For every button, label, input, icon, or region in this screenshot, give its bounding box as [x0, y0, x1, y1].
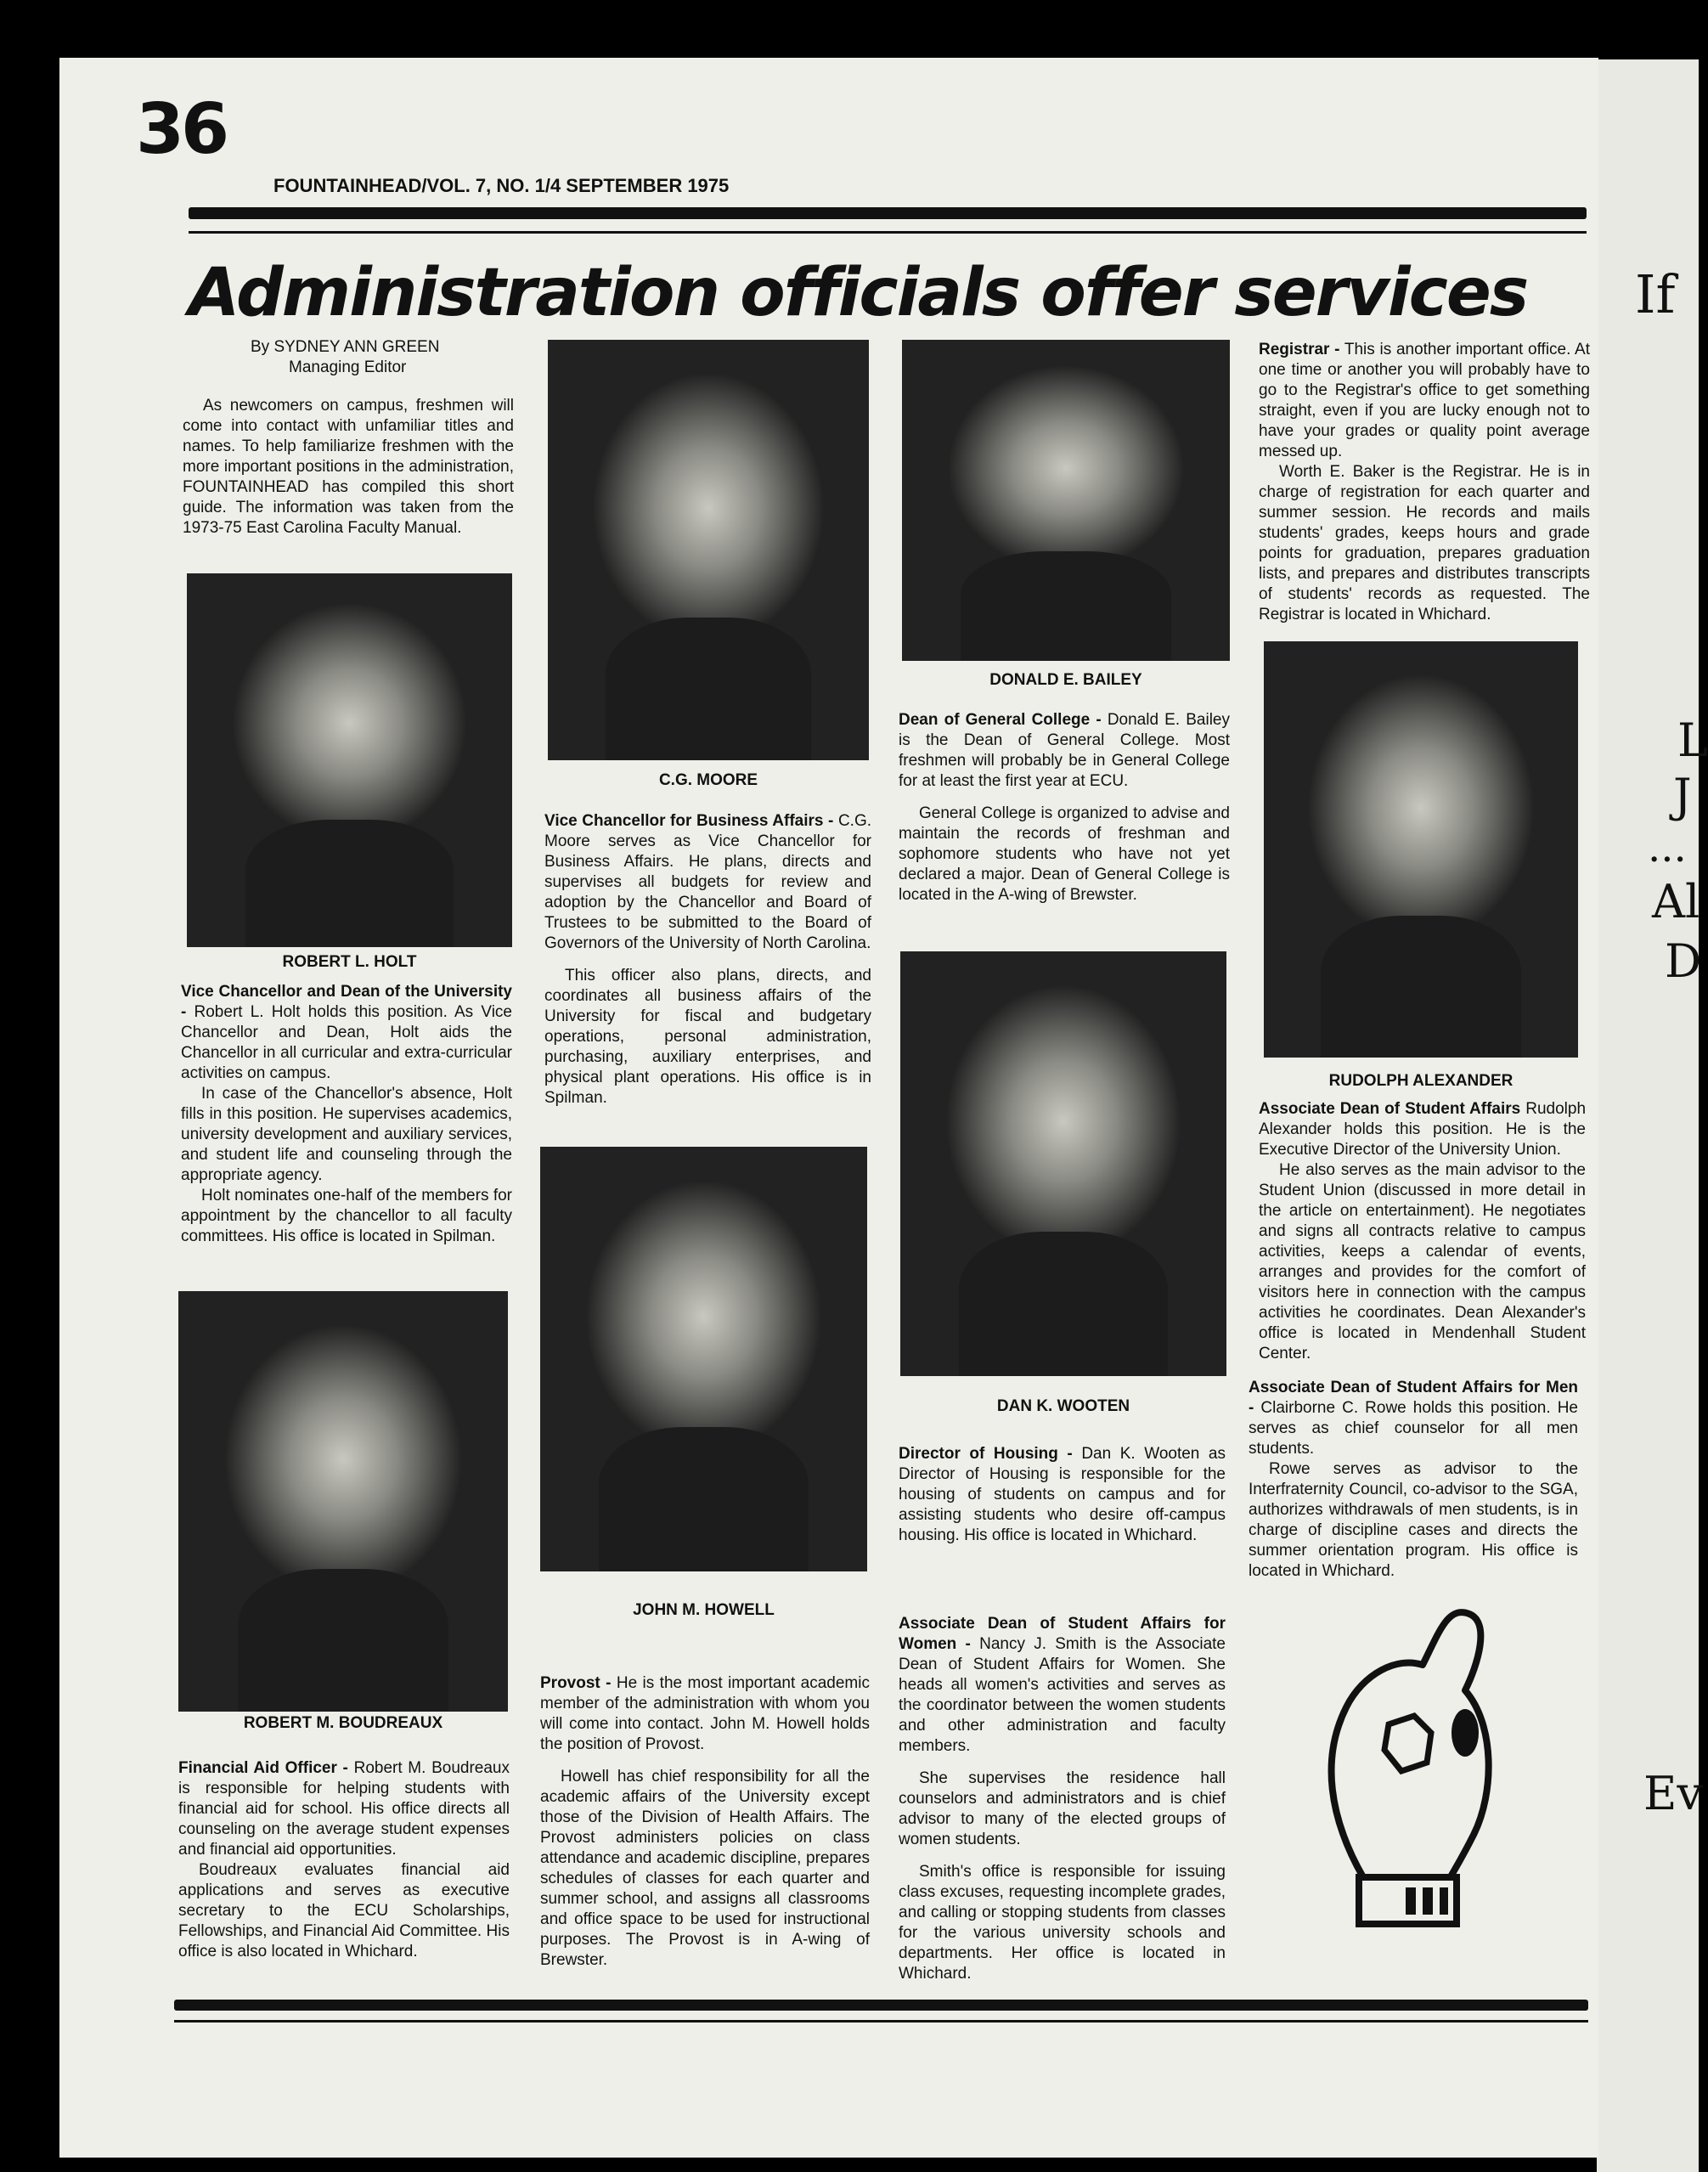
holt-paragraph-1: Robert L. Holt holds this position. As Vice Chancellor and Dean, Holt aids the Chancellor in all curricular and extra-curricular activities on campus.: [181, 1003, 512, 1082]
top-rule: [189, 207, 1587, 219]
photo-john-howell: [540, 1147, 867, 1571]
boudreaux-title: Financial Aid Officer -: [178, 1759, 348, 1777]
intro-text: [183, 396, 514, 539]
bottom-rule: [174, 2000, 1588, 2011]
photo-dan-wooten: [900, 951, 1226, 1376]
margin-scrawl-6: D: [1665, 934, 1702, 988]
bottom-rule-thin: [174, 2020, 1588, 2022]
rowe-paragraph-1: Clairborne C. Rowe holds this position. He serves as chief counselor for all men students.: [1249, 1399, 1578, 1458]
howell-paragraph-2: Howell has chief responsibility for all the academic affairs of the University except those of the Division of Health Affairs. The Provost administers policies on class attendance and academic discipline, prepares schedules of classes for each quarter and summer school, and assigns all classrooms and office space to be used for instructional purposes. The Provost is in A-wing of Brewster.: [540, 1768, 870, 1969]
margin-scrawl-1: If: [1635, 263, 1676, 325]
alexander-paragraph-1: Rudolph Alexander holds this position. He is the Executive Director of the University Union.: [1259, 1100, 1587, 1159]
rowe-text: [1249, 1378, 1578, 1582]
wooten-paragraph-1: Dan K. Wooten as Director of Housing is responsible for the housing of students on campus and for assisting students who desire off-campus housing. His office is located in Whichard.: [899, 1445, 1226, 1544]
moore-paragraph-2: This officer also plans, directs, and coordinates all business affairs of the University for fiscal and budgetary operations, personal administration, purchasing, auxiliary enterprises, and physical plant operations. His office is in Spilman.: [544, 967, 871, 1107]
holt-paragraph-3: Holt nominates one-half of the members for appointment by the chancellor to all faculty committees. His office is located in Spilman.: [181, 1187, 512, 1245]
byline: By SYDNEY ANN GREEN: [251, 338, 440, 356]
margin-scrawl-4: ...: [1648, 824, 1687, 872]
howell-paragraph-1: He is the most important academic member of the administration with whom you will come into contact. John M. Howell holds the position of Provost.: [540, 1674, 870, 1753]
registrar-text: [1259, 340, 1590, 625]
photo-donald-bailey: [902, 340, 1230, 661]
wooten-title: Director of Housing -: [899, 1445, 1073, 1463]
photo-robert-boudreaux: [178, 1291, 508, 1712]
top-rule-thin: [189, 231, 1587, 234]
alexander-text: [1259, 1099, 1586, 1364]
caption-moore: C.G. MOORE: [658, 771, 758, 789]
rowe-paragraph-2: Rowe serves as advisor to the Interfraternity Council, co-advisor to the SGA, authorizes withdrawals of men students, is in charge of discipline cases and directs the summer orientation program. His office is located in Whichard.: [1249, 1460, 1578, 1580]
holt-paragraph-2: In case of the Chancellor's absence, Holt fills in this position. He supervises academics, university development and auxiliary services, and student life and counseling through the appropriate agency.: [181, 1085, 512, 1184]
registrar-paragraph-2: Worth E. Baker is the Registrar. He is in charge of registration for each quarter and summer session. He records and mails students' grades, keeps hours and grade points for graduation, prepares graduation lists, and prepares and distributes transcripts of students' records as requested. The Registrar is located in Whichard.: [1259, 463, 1590, 623]
byline-title: Managing Editor: [289, 358, 407, 376]
headline: Administration officials offer services: [189, 255, 1528, 331]
moore-title: Vice Chancellor for Business Affairs -: [544, 812, 834, 830]
caption-howell: JOHN M. HOWELL: [633, 1601, 775, 1619]
intro-paragraph: As newcomers on campus, freshmen will come into contact with unfamiliar titles and names. To help familiarize freshmen with the more important positions in the administration, FOUNTAINHEAD has compiled this short guide. The information was taken from the 1973-75 East Carolina Faculty Manual.: [183, 397, 514, 537]
bailey-text: [899, 710, 1230, 905]
margin-scrawl-2: L: [1677, 714, 1708, 767]
boudreaux-text: [178, 1758, 510, 1962]
margin-scrawl-3: J: [1673, 769, 1692, 822]
caption-boudreaux: ROBERT M. BOUDREAUX: [243, 1714, 443, 1732]
ok-hand-illustration: [1312, 1597, 1508, 1937]
photo-robert-holt: [187, 573, 512, 947]
adjacent-page: [1597, 59, 1702, 2172]
rowe-title: Associate Dean of Student Affairs for Men -: [1249, 1379, 1578, 1417]
holt-text: [181, 982, 512, 1247]
smith-paragraph-3: Smith's office is responsible for issuing class excuses, requesting incomplete grades, and calling or stopping students from classes for the various university schools and departments. Her office is located in Whichard.: [899, 1863, 1226, 1983]
smith-paragraph-1: Nancy J. Smith is the Associate Dean of Student Affairs for Women. She heads all women's activities and serves as the coordinator between the women students and other administration and faculty members.: [899, 1635, 1226, 1755]
howell-title: Provost -: [540, 1674, 612, 1692]
registrar-title: Registrar -: [1259, 341, 1340, 358]
caption-alexander: RUDOLPH ALEXANDER: [1328, 1072, 1514, 1090]
moore-paragraph-1: C.G. Moore serves as Vice Chancellor for Business Affairs. He plans, directs and supervises all budgets for review and adoption by the Chancellor and Board of Trustees to be submitted to the Board of Governors of the University of North Carolina.: [544, 812, 871, 952]
bailey-paragraph-1: Donald E. Bailey is the Dean of General College. Most freshmen will probably be in General College for at least the first year at ECU.: [899, 711, 1230, 790]
wooten-text: [899, 1444, 1226, 1546]
smith-title: Associate Dean of Student Affairs for Women -: [899, 1615, 1226, 1653]
moore-text: [544, 811, 871, 1109]
caption-bailey: DONALD E. BAILEY: [989, 671, 1142, 689]
boudreaux-paragraph-1: Robert M. Boudreaux is responsible for helping students with financial aid for school. His office directs all counseling on the average student expenses and financial aid opportunities.: [178, 1759, 510, 1859]
smith-text: [899, 1614, 1226, 1984]
caption-holt: ROBERT L. HOLT: [282, 953, 417, 971]
alexander-title: Associate Dean of Student Affairs: [1259, 1100, 1521, 1118]
folio-line: FOUNTAINHEAD/VOL. 7, NO. 1/4 SEPTEMBER 1975: [273, 175, 730, 196]
caption-wooten: DAN K. WOOTEN: [996, 1397, 1130, 1415]
registrar-paragraph-1: This is another important office. At one time or another you will probably have to go to the Registrar's office to get something straight, even if you are lucky enough not to have your grades or quality point average messed up.: [1259, 341, 1591, 460]
page-number: 36: [136, 89, 227, 170]
margin-scrawl-7: Ev: [1643, 1767, 1703, 1820]
smith-paragraph-2: She supervises the residence hall counselors and administrators and is chief advisor to many of the elected groups of women students.: [899, 1769, 1226, 1848]
margin-scrawl-5: Al: [1652, 875, 1700, 928]
holt-title: Vice Chancellor and Dean of the University -: [181, 983, 512, 1021]
howell-text: [540, 1673, 870, 1971]
photo-cg-moore: [548, 340, 869, 760]
boudreaux-paragraph-2: Boudreaux evaluates financial aid applications and serves as executive secretary to the ECU Scholarships, Fellowships, and Financial Aid Committee. His office is also located in Whichard.: [178, 1861, 510, 1960]
bailey-title: Dean of General College -: [899, 711, 1102, 729]
alexander-paragraph-2: He also serves as the main advisor to the Student Union (discussed in more detail in the article on entertainment). He negotiates and signs all contracts relative to campus activities, keeps a calendar of events, arranges and provides for the comfort of visitors here in connection with the campus activities he coordinates. Dean Alexander's office is located in Mendenhall Student Center.: [1259, 1161, 1586, 1362]
photo-rudolph-alexander: [1264, 641, 1578, 1058]
bailey-paragraph-2: General College is organized to advise and maintain the records of freshman and sophomore students who have not yet declared a major. Dean of General College is located in the A-wing of Brewster.: [899, 804, 1230, 904]
